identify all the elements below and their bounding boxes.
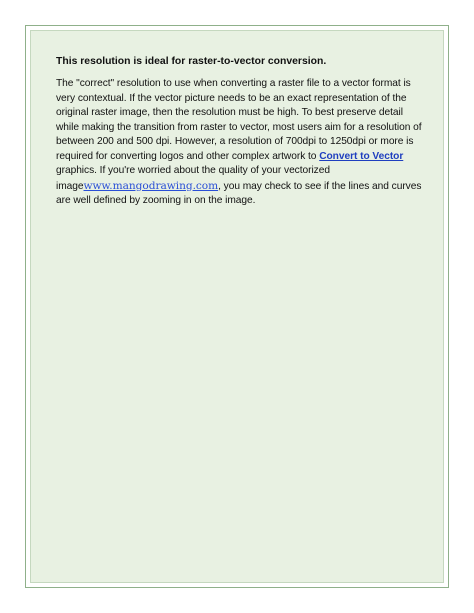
- body-paragraph: [56, 77, 422, 209]
- section-heading: This resolution is ideal for raster-to-vector conversion.: [56, 56, 327, 67]
- body-text-part2: graphics. If you're worried about the quality of your vectorized image: [56, 165, 330, 192]
- convert-to-vector-link[interactable]: Convert to Vector: [319, 150, 404, 162]
- mangodrawing-link[interactable]: www.mangodrawing.com: [83, 179, 219, 192]
- body-text-part1: The "correct" resolution to use when converting a raster file to a vector format is very contextual. If the vector picture needs to be an exact representation of the original raster image, then the resolution must be high. To best preserve detail while making the transition from raster to vector, most users aim for a resolution of between 200 and 500 dpi. However, a resolution of 700dpi to 1250dpi or more is required for converting logos and other complex artwork to: [56, 78, 422, 162]
- body-text-part3: , you may check to see if the lines and curves are well defined by zooming in on the image.: [56, 180, 422, 206]
- document-content: [56, 55, 422, 209]
